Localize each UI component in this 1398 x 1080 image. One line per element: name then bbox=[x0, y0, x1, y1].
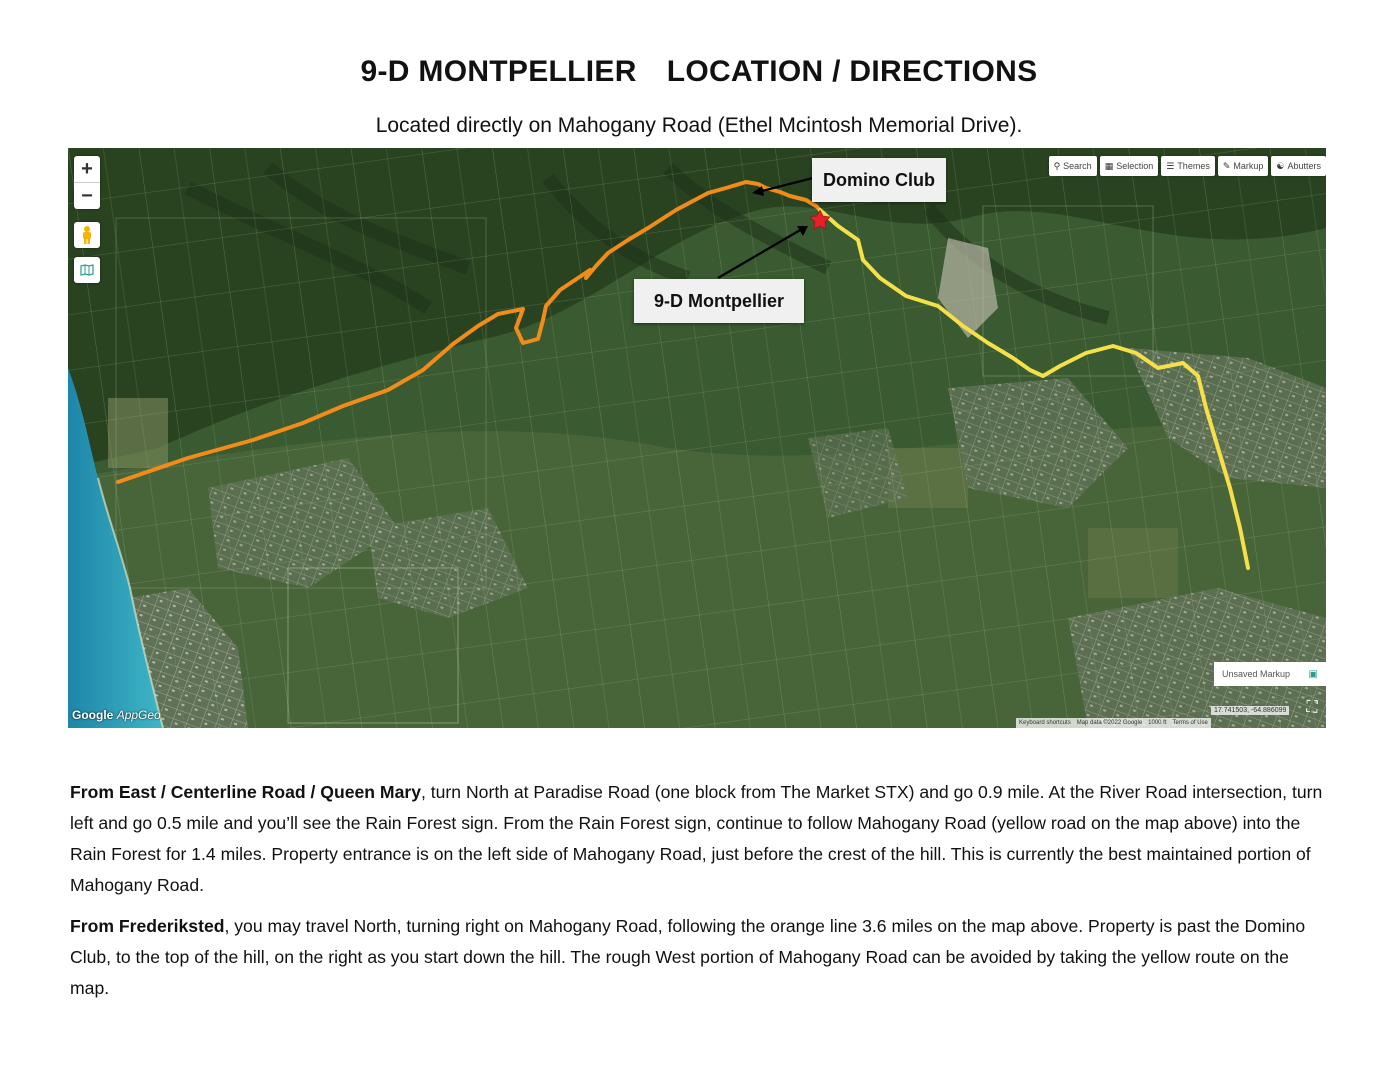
map-toolbar bbox=[1049, 156, 1326, 176]
abutters-tool-label: Abutters bbox=[1287, 161, 1321, 171]
title-part-2: LOCATION / DIRECTIONS bbox=[666, 55, 1038, 88]
map-icon bbox=[80, 264, 94, 276]
abutters-tool-button[interactable] bbox=[1271, 156, 1326, 176]
coordinate-readout: 17.741503, -64.886099 bbox=[1211, 706, 1289, 715]
unsaved-markup-label: Unsaved Markup bbox=[1222, 669, 1291, 679]
appgeo-logo-text: AppGeo bbox=[116, 708, 161, 722]
pegman-icon bbox=[80, 225, 94, 245]
property-callout: 9-D Montpellier bbox=[634, 279, 804, 323]
directions-east-lead: From East / Centerline Road / Queen Mary bbox=[70, 782, 421, 802]
terms-of-use-link[interactable]: Terms of Use bbox=[1172, 720, 1208, 726]
selection-tool-button[interactable] bbox=[1100, 156, 1159, 176]
search-icon: ⚲ bbox=[1053, 160, 1061, 171]
pencil-icon: ✎ bbox=[1222, 160, 1231, 171]
directions-from-east bbox=[70, 777, 1330, 901]
users-icon: ☯ bbox=[1276, 160, 1285, 171]
directions-west-lead: From Frederiksted bbox=[70, 916, 225, 936]
search-tool-label: Search bbox=[1063, 161, 1092, 171]
fullscreen-icon[interactable]: ⛶ bbox=[1306, 699, 1318, 716]
map-layers-button[interactable] bbox=[74, 257, 100, 283]
themes-tool-label: Themes bbox=[1177, 161, 1210, 171]
domino-club-callout: Domino Club bbox=[812, 158, 946, 202]
street-view-button[interactable] bbox=[74, 222, 100, 248]
search-tool-button[interactable] bbox=[1049, 156, 1097, 176]
keyboard-shortcuts-link[interactable]: Keyboard shortcuts bbox=[1019, 720, 1071, 726]
zoom-control bbox=[74, 156, 100, 209]
page-title bbox=[0, 55, 1398, 89]
markup-tool-label: Markup bbox=[1233, 161, 1264, 171]
directions-west-text: , you may travel North, turning right on Mahogany Road, following the orange line 3.6 miles on the map above. Property is past the Domino Club, to the top of the hill, on the right as you start down the hill. The rough West portion of Mahogany Road can be avoided by taking the yellow route on the map. bbox=[70, 916, 1306, 998]
directions-east-text: , turn North at Paradise Road (one block from The Market STX) and go 0.9 mile. At the River Road intersection, turn left and go 0.5 mile and you’ll see the Rain Forest sign. From the Rain Forest sign, continue to follow Mahogany Road (yellow road on the map above) into the Rain Forest for 1.4 miles. Property entrance is on the left side of Mahogany Road, just before the crest of the hill. This is currently the best maintained portion of Mahogany Road. bbox=[70, 782, 1323, 895]
save-icon[interactable]: ▣ bbox=[1308, 668, 1318, 680]
google-logo-text: Google bbox=[72, 708, 114, 722]
map-data-credit: Map data ©2022 Google bbox=[1076, 720, 1143, 726]
map-terrain bbox=[68, 148, 1326, 728]
zoom-out-button[interactable]: − bbox=[74, 182, 100, 209]
unsaved-markup-panel[interactable] bbox=[1214, 662, 1326, 686]
directions-from-frederiksted bbox=[70, 911, 1330, 1004]
map-scale[interactable]: 1000 ft bbox=[1148, 720, 1167, 726]
google-logo bbox=[72, 708, 161, 722]
satellite-map[interactable] bbox=[68, 148, 1326, 728]
title-part-1: 9-D MONTPELLIER bbox=[360, 55, 637, 88]
grid-icon: ▦ bbox=[1104, 160, 1114, 171]
zoom-in-button[interactable]: + bbox=[81, 158, 93, 180]
themes-tool-button[interactable] bbox=[1161, 156, 1215, 176]
selection-tool-label: Selection bbox=[1116, 161, 1154, 171]
map-attribution bbox=[1016, 718, 1211, 728]
layers-icon: ☰ bbox=[1166, 160, 1175, 171]
page-subtitle: Located directly on Mahogany Road (Ethel Mcintosh Memorial Drive). bbox=[375, 114, 1023, 137]
markup-tool-button[interactable] bbox=[1218, 156, 1269, 176]
